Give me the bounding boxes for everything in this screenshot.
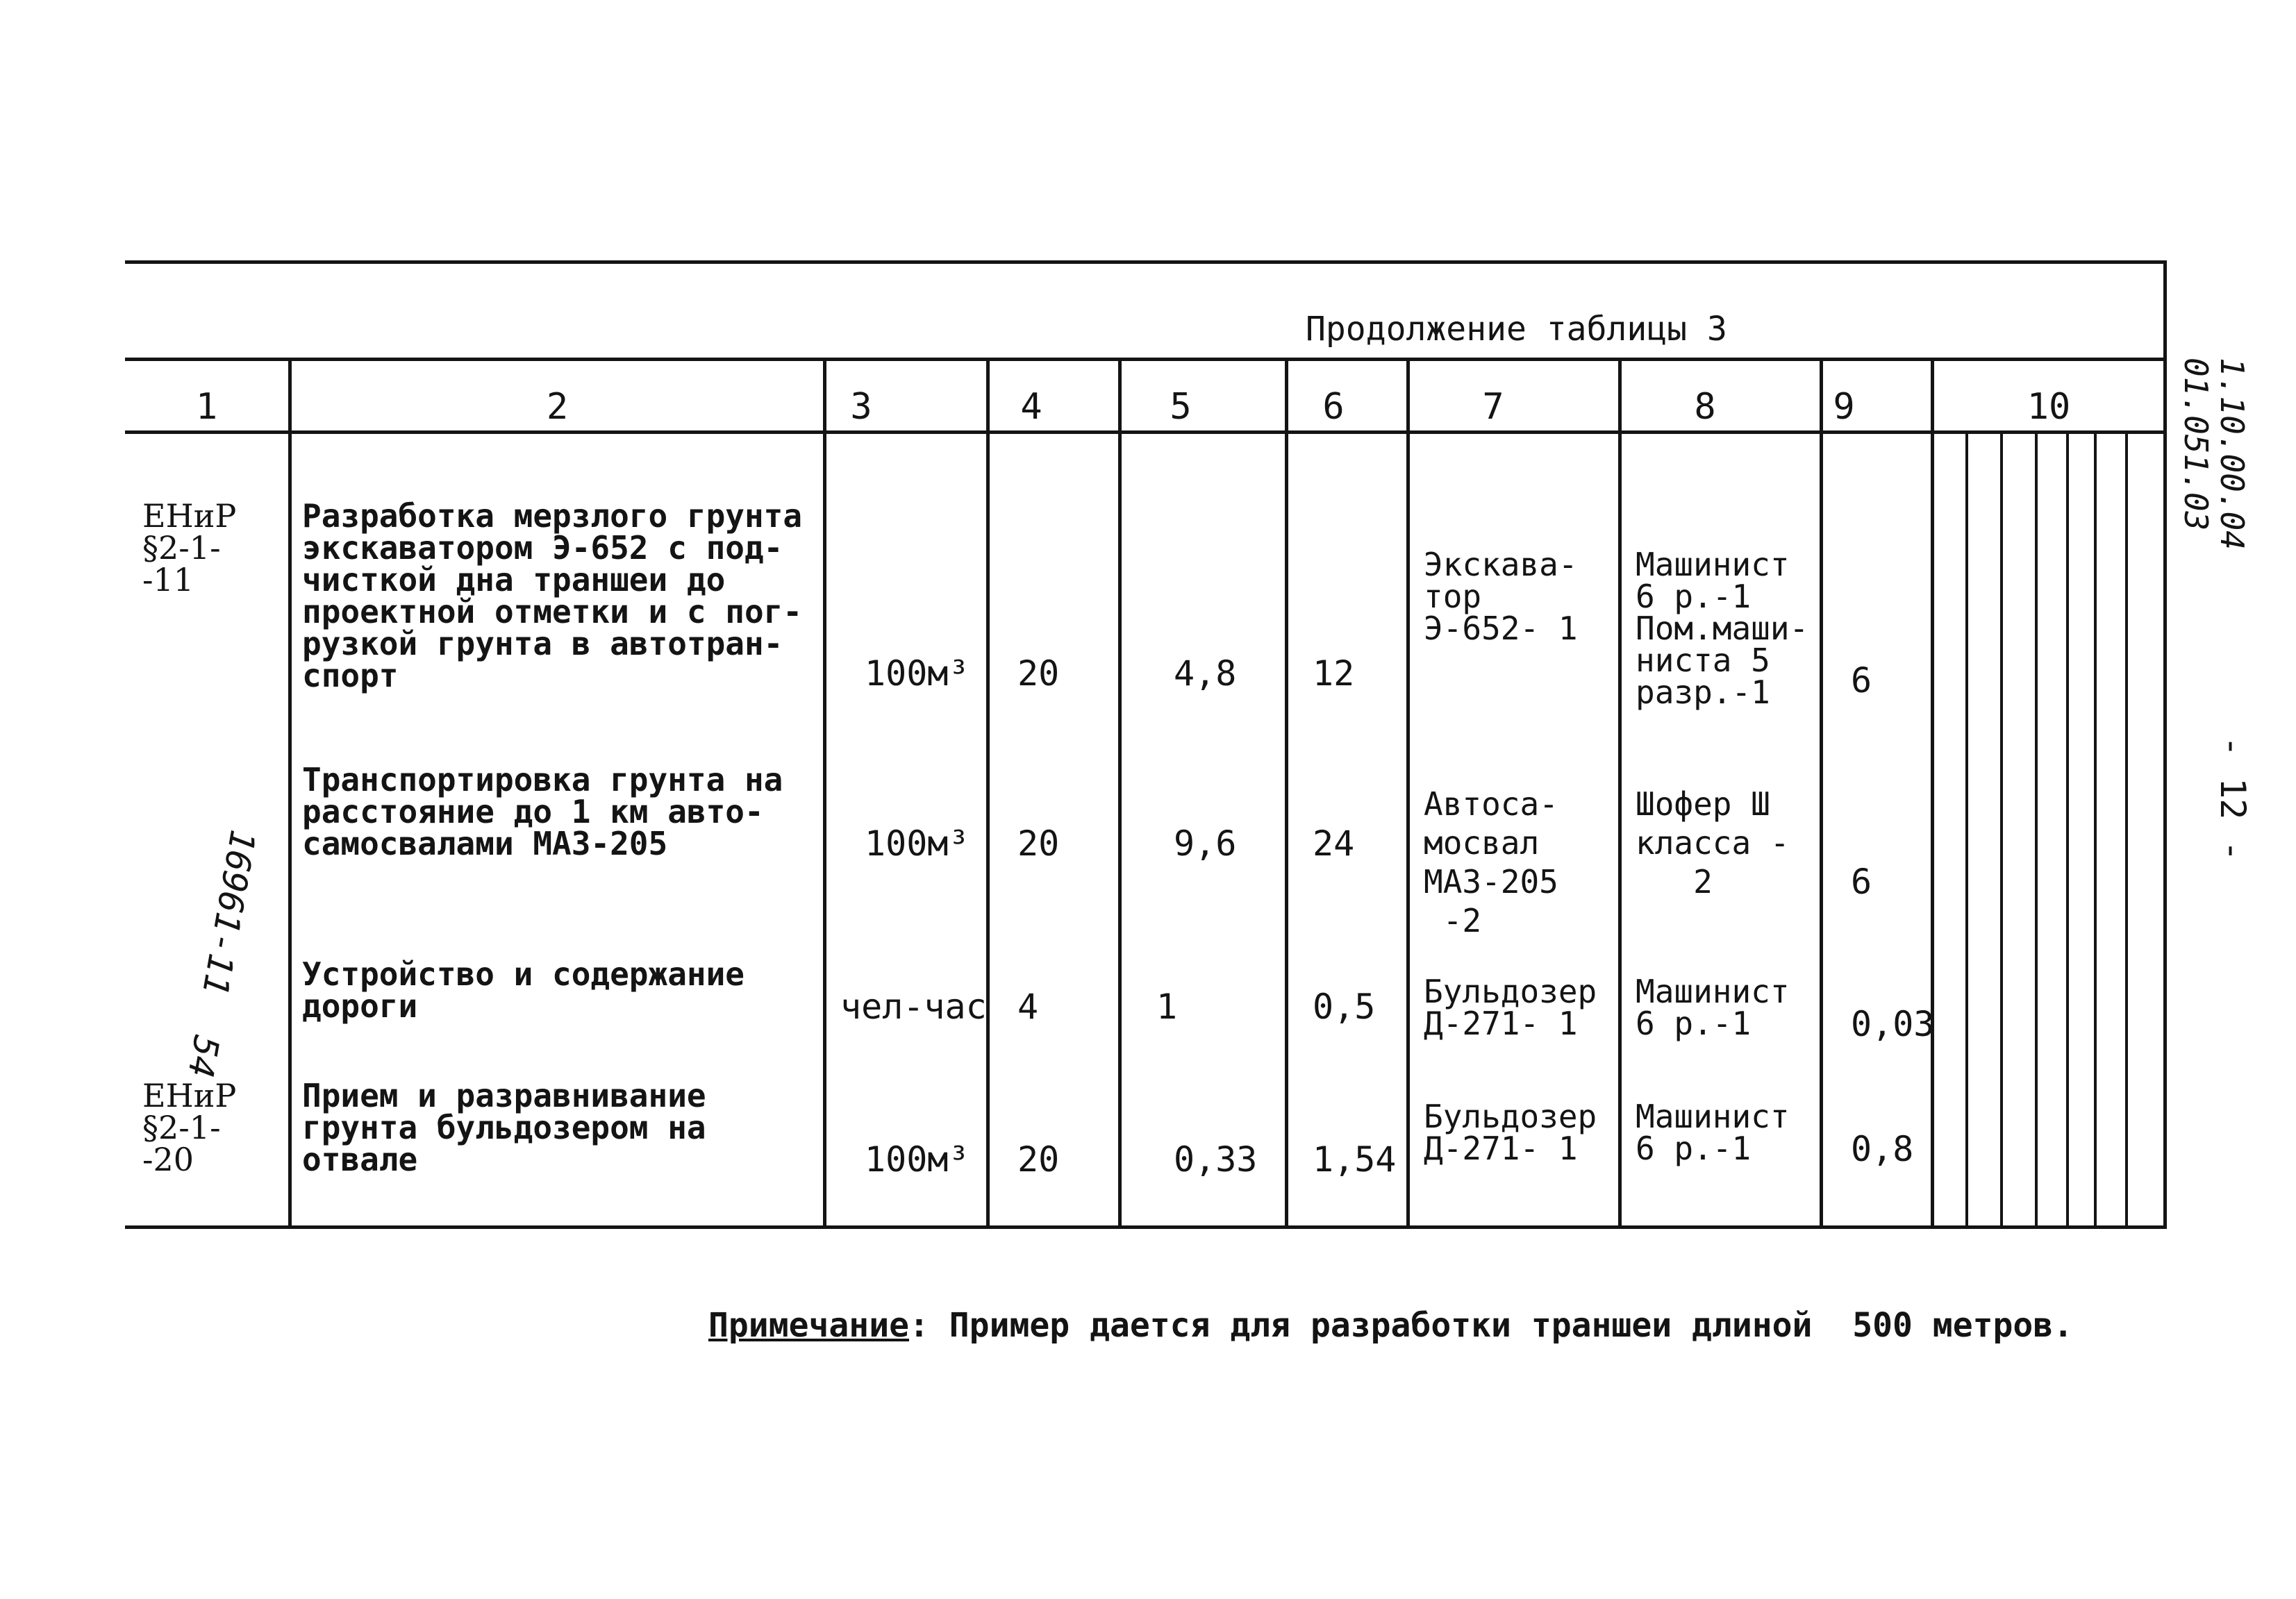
row3-machine: Бульдозер Д-271- 1 (1424, 973, 1597, 1042)
row3-crew: Машинист 6 р.-1 (1636, 973, 1790, 1042)
row2-unit: 100м³ (865, 823, 970, 864)
row4-c6: 1,54 (1313, 1139, 1397, 1180)
row2-machine: Автоса- мосвал МАЗ-205 -2 (1424, 785, 1558, 939)
column-header-10: 10 (2027, 386, 2071, 428)
row3-work: Устройство и содержание дороги (302, 955, 744, 1025)
row4-unit: 100м³ (865, 1139, 970, 1180)
col-rule-8 (1618, 358, 1622, 1229)
column-header-8: 8 (1694, 386, 1716, 428)
col-rule-10 (1931, 358, 1934, 1229)
margin-stamp: 16961-11 54 (180, 826, 263, 1081)
header-bottom-rule (125, 430, 2167, 434)
row1-norm: ЕНиР §2-1- -11 (142, 497, 237, 598)
row2-c9: 6 (1851, 862, 1872, 902)
row1-c4: 20 (1017, 653, 1060, 694)
column-header-1: 1 (195, 386, 218, 428)
row2-crew: Шофер Ш класса - 2 (1636, 785, 1790, 901)
row3-c6: 0,5 (1313, 987, 1376, 1027)
note-label: Примечание (708, 1306, 909, 1345)
column-header-5: 5 (1170, 386, 1192, 428)
col-rule-4 (986, 358, 990, 1229)
col10-subrule (1965, 430, 1968, 1229)
column-header-2: 2 (546, 386, 569, 428)
row4-c9: 0,8 (1851, 1129, 1914, 1169)
row4-c5: 0,33 (1174, 1139, 1258, 1180)
column-header-7: 7 (1482, 386, 1504, 428)
table-bottom-rule (125, 1225, 2167, 1229)
header-top-rule (125, 358, 2167, 361)
col-rule-7 (1406, 358, 1410, 1229)
note (708, 1306, 2074, 1345)
row2-c6: 24 (1313, 823, 1355, 864)
row1-c9: 6 (1851, 660, 1872, 701)
table-top-rule (125, 260, 2167, 264)
row1-work: Разработка мерзлого грунта экскаватором Э-652 с под- чисткой дна траншеи до проектной отметки и с пог- рузкой грунта в автотран- спорт (302, 497, 803, 694)
col-rule-3 (823, 358, 826, 1229)
row3-c5: 1 (1156, 987, 1178, 1027)
table-title: Продолжение таблицы 3 (1306, 310, 1727, 349)
row4-norm: ЕНиР §2-1- -20 (142, 1077, 237, 1178)
col-rule-5 (1118, 358, 1122, 1229)
row3-unit: чел-час (840, 987, 987, 1027)
column-header-9: 9 (1833, 386, 1855, 428)
column-header-4: 4 (1020, 386, 1042, 428)
row1-unit: 100м³ (865, 653, 970, 694)
row4-crew: Машинист 6 р.-1 (1636, 1098, 1790, 1167)
row1-crew: Машинист 6 р.-1 Пом.маши- ниста 5 разр.-1 (1636, 546, 1809, 711)
row2-c4: 20 (1017, 823, 1060, 864)
col10-subrule (2035, 430, 2038, 1229)
row4-machine: Бульдозер Д-271- 1 (1424, 1098, 1597, 1167)
note-text: : Пример дается для разработки траншеи длиной 500 метров. (908, 1306, 2074, 1345)
row1-c6: 12 (1313, 653, 1355, 694)
row2-c5: 9,6 (1174, 823, 1237, 864)
col10-subrule (2000, 430, 2003, 1229)
row2-work: Транспортировка грунта на расстояние до 1 км авто- самосвалами МАЗ-205 (302, 761, 783, 862)
row3-c4: 4 (1017, 987, 1039, 1027)
page-number: - 12 - (2213, 736, 2253, 862)
document-code: 1.10.00.04 01.051.03 (2177, 358, 2251, 550)
row3-c9: 0,03 (1851, 1004, 1935, 1044)
col10-subrule (2094, 430, 2097, 1229)
row4-c4: 20 (1017, 1139, 1060, 1180)
col-rule-9 (1820, 358, 1823, 1229)
row4-work: Прием и разравнивание грунта бульдозером на отвале (302, 1077, 706, 1178)
col10-subrule (2125, 430, 2128, 1229)
col-rule-6 (1285, 358, 1288, 1229)
column-header-3: 3 (850, 386, 872, 428)
col10-subrule (2066, 430, 2069, 1229)
column-header-6: 6 (1322, 386, 1345, 428)
col-rule-2 (288, 358, 292, 1229)
row1-c5: 4,8 (1174, 653, 1237, 694)
table-right-rule (2163, 260, 2167, 1229)
row1-machine: Экскава- тор Э-652- 1 (1424, 546, 1578, 647)
